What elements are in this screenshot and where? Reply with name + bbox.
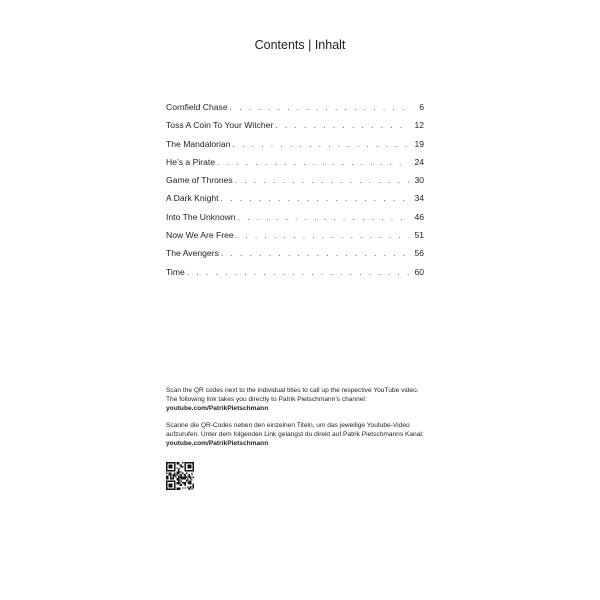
toc-entry-page: 34 <box>414 193 424 204</box>
toc-entry-title: The Mandalorian <box>166 138 231 149</box>
toc-entry-page: 60 <box>414 266 424 277</box>
toc-leader-dots <box>233 139 410 149</box>
toc-entry-title: Game of Thrones <box>166 175 233 186</box>
toc-leader-dots <box>221 193 409 203</box>
german-note <box>166 421 466 449</box>
toc-entry-page: 12 <box>414 120 424 131</box>
toc-entry-page: 19 <box>414 138 424 149</box>
toc-leader-dots <box>217 157 409 167</box>
toc-entry-title: Time <box>166 266 185 277</box>
youtube-channel-link[interactable]: youtube.com/PatrikPietschmann <box>166 440 269 448</box>
toc-entry[interactable] <box>166 175 424 193</box>
toc-entry-title: Toss A Coin To Your Witcher <box>166 120 274 131</box>
toc-entry[interactable] <box>166 267 424 285</box>
toc-entry-title: Cornfield Chase <box>166 102 228 112</box>
toc-leader-dots <box>236 230 409 240</box>
toc-leader-dots <box>187 267 409 277</box>
toc-leader-dots <box>238 212 409 222</box>
toc-entry[interactable] <box>166 230 424 248</box>
toc-entry-title: Into The Unknown <box>166 211 236 222</box>
qr-instructions <box>166 386 466 455</box>
youtube-channel-link[interactable]: youtube.com/PatrikPietschmann <box>166 405 269 413</box>
toc-entry-page: 46 <box>414 211 424 222</box>
toc-entry[interactable] <box>166 102 424 120</box>
toc-entry-page: 6 <box>419 102 424 112</box>
german-note-line: aufzurufen. Unter dem folgenden Link gelangst du direkt auf Patrik Pietschmanns Kanal: <box>166 430 424 438</box>
toc-leader-dots <box>221 248 409 258</box>
toc-entry-page: 56 <box>414 248 424 259</box>
toc-entry-title: Now We Are Free <box>166 230 234 241</box>
english-note-line: Scan the QR codes next to the individual titles to call up the respective YouTube video. <box>166 387 419 394</box>
table-of-contents <box>166 102 424 285</box>
toc-entry[interactable] <box>166 120 424 138</box>
toc-leader-dots <box>230 102 409 112</box>
qr-code-icon[interactable] <box>166 462 194 490</box>
english-note <box>166 386 466 414</box>
toc-entry-page: 24 <box>414 156 424 167</box>
toc-entry[interactable] <box>166 248 424 266</box>
toc-leader-dots <box>275 120 409 130</box>
toc-entry-title: The Avengers <box>166 248 219 259</box>
toc-entry[interactable] <box>166 193 424 211</box>
toc-entry-page: 51 <box>414 230 424 241</box>
toc-leader-dots <box>235 175 409 185</box>
toc-entry-title: He’s a Pirate <box>166 156 216 167</box>
english-note-line: The following link takes you directly to Patrik Pietschmann’s channel: <box>166 396 367 404</box>
german-note-line: Scanne die QR-Codes neben den einzelnen Titeln, um das jeweilige Youtube-Video <box>166 421 410 429</box>
toc-entry[interactable] <box>166 157 424 175</box>
page-title: Contents | Inhalt <box>254 38 346 52</box>
toc-entry[interactable] <box>166 139 424 157</box>
toc-entry-page: 30 <box>414 175 424 186</box>
toc-entry[interactable] <box>166 212 424 230</box>
toc-entry-title: A Dark Knight <box>166 193 219 204</box>
